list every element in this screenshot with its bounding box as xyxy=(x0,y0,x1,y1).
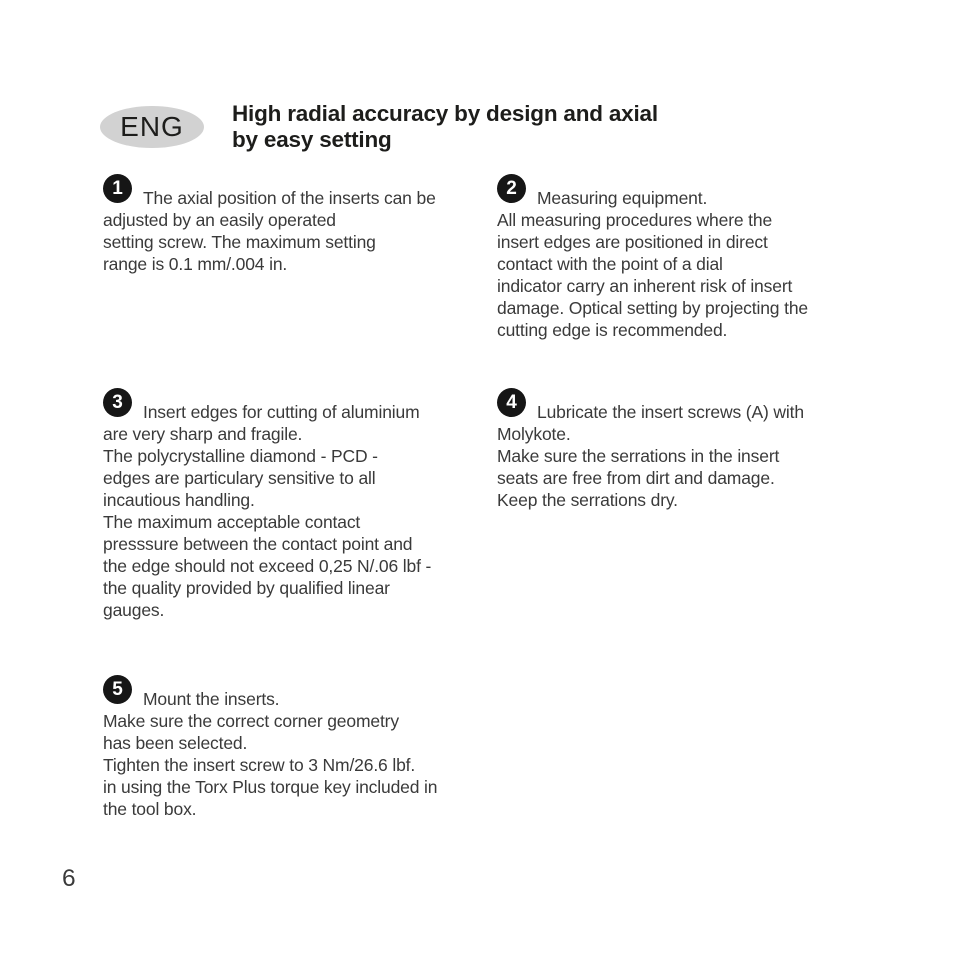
page-title xyxy=(232,101,658,153)
step-text-line: Make sure the serrations in the insert xyxy=(497,446,780,466)
step-text-line: presssure between the contact point and xyxy=(103,534,413,554)
step-section-1 xyxy=(103,174,498,275)
step-number-badge-2: 2 xyxy=(497,174,526,203)
step-text-line: Mount the inserts. xyxy=(143,689,280,709)
step-section-2 xyxy=(497,174,892,341)
step-text-line: gauges. xyxy=(103,600,165,620)
step-text-line: incautious handling. xyxy=(103,490,255,510)
step-text-line: in using the Torx Plus torque key included in xyxy=(103,777,438,797)
page-title-line-1: High radial accuracy by design and axial xyxy=(232,101,658,126)
step-number-badge-4: 4 xyxy=(497,388,526,417)
step-text-line: damage. Optical setting by projecting the xyxy=(497,298,808,318)
step-text-line: cutting edge is recommended. xyxy=(497,320,728,340)
step-text-line: The maximum acceptable contact xyxy=(103,512,361,532)
step-text-line: Insert edges for cutting of aluminium xyxy=(143,402,420,422)
step-text-line: setting screw. The maximum setting xyxy=(103,232,376,252)
step-text-line: indicator carry an inherent risk of insert xyxy=(497,276,793,296)
step-section-5 xyxy=(103,675,498,820)
step-text-line: The polycrystalline diamond - PCD - xyxy=(103,446,378,466)
step-text-line: All measuring procedures where the xyxy=(497,210,773,230)
step-text-line: insert edges are positioned in direct xyxy=(497,232,768,252)
step-text-line: Keep the serrations dry. xyxy=(497,490,678,510)
step-text-line: Make sure the correct corner geometry xyxy=(103,711,399,731)
step-section-4 xyxy=(497,388,892,511)
page-number: 6 xyxy=(62,865,76,892)
step-text-line: The axial position of the inserts can be xyxy=(143,188,436,208)
step-text-line: Measuring equipment. xyxy=(537,188,708,208)
step-text-line: Tighten the insert screw to 3 Nm/26.6 lbf. xyxy=(103,755,416,775)
step-text-line: contact with the point of a dial xyxy=(497,254,723,274)
language-badge: ENG xyxy=(100,106,204,148)
step-text-line: Molykote. xyxy=(497,424,571,444)
step-text-line: has been selected. xyxy=(103,733,248,753)
step-number-badge-5: 5 xyxy=(103,675,132,704)
step-number-badge-3: 3 xyxy=(103,388,132,417)
step-section-3 xyxy=(103,388,498,621)
step-text-line: the tool box. xyxy=(103,799,197,819)
step-text-line: Lubricate the insert screws (A) with xyxy=(537,402,804,422)
step-text-line: are very sharp and fragile. xyxy=(103,424,303,444)
page-title-line-2: by easy setting xyxy=(232,127,392,152)
step-text-line: seats are free from dirt and damage. xyxy=(497,468,775,488)
step-text-line: the edge should not exceed 0,25 N/.06 lbf - xyxy=(103,556,432,576)
step-text-line: adjusted by an easily operated xyxy=(103,210,336,230)
step-text-line: edges are particulary sensitive to all xyxy=(103,468,376,488)
step-text-line: the quality provided by qualified linear xyxy=(103,578,390,598)
step-number-badge-1: 1 xyxy=(103,174,132,203)
step-text-line: range is 0.1 mm/.004 in. xyxy=(103,254,288,274)
